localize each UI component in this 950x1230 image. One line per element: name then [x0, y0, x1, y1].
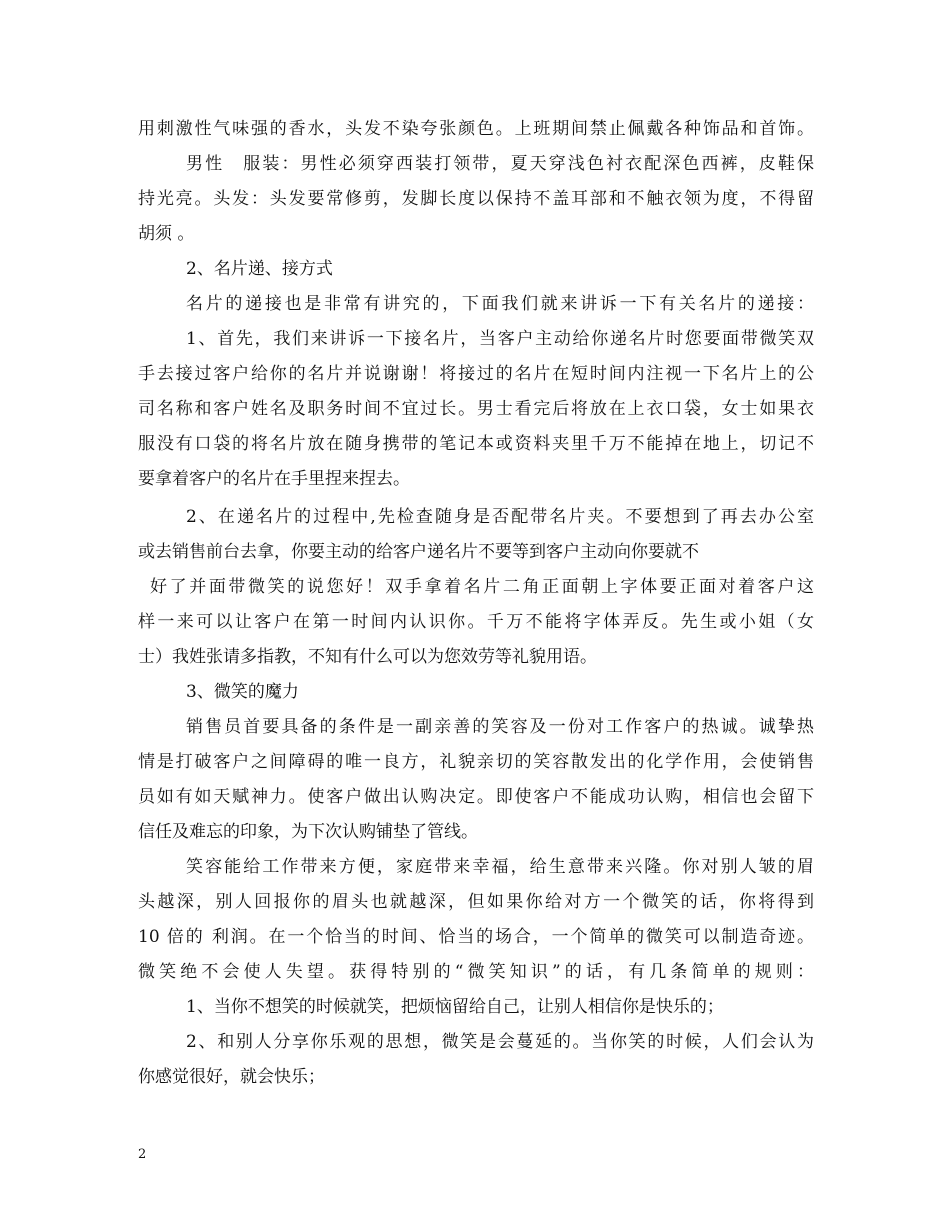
section-heading: 3、微笑的魔力	[186, 682, 299, 702]
text-line: 胡须 。	[138, 224, 195, 244]
list-item: 1、首先，我们来讲诉一下接名片，当客户主动给你递名片时您要面带微笑双	[186, 329, 814, 349]
text-line: 情是打破客户之间障碍的唯一良方，礼貌亲切的笑容散发出的化学作用，会使销售	[138, 752, 814, 772]
text-line: 士）我姓张请多指教，不知有什么可以为您效劳等礼貌用语。	[138, 647, 597, 667]
text-line: 头越深，别人回报你的眉头也就越深，但如果你给对方一个微笑的话，你将得到	[138, 892, 814, 912]
text-line: 笑容能给工作带来方便，家庭带来幸福，给生意带来兴隆。你对别人皱的眉	[186, 857, 814, 877]
text-line: 用刺激性气味强的香水，头发不染夸张颜色。上班期间禁止佩戴各种饰品和首饰。	[138, 119, 814, 139]
text-line: 男性 服装：男性必须穿西装打领带，夏天穿浅色衬衣配深色西裤，皮鞋保	[186, 154, 814, 174]
section-heading: 2、名片递、接方式	[186, 259, 333, 279]
text-line: 持光亮。头发：头发要常修剪，发脚长度以保持不盖耳部和不触衣领为度，不得留	[138, 189, 814, 209]
list-item: 2、在递名片的过程中,先检查随身是否配带名片夹。不要想到了再去办公室	[186, 507, 814, 527]
text-line: 样一来可以让客户在第一时间内认识你。千万不能将字体弄反。先生或小姐（女	[138, 612, 814, 632]
text-line: 或去销售前台去拿，你要主动的给客户递名片不要等到客户主动向你要就不	[138, 542, 699, 562]
text-line: 名片的递接也是非常有讲究的，下面我们就来讲诉一下有关名片的递接：	[186, 294, 814, 314]
text-line: 要拿着客户的名片在手里捏来捏去。	[138, 469, 410, 489]
text-line: 员如有如天赋神力。使客户做出认购决定。即使客户不能成功认购，相信也会留下	[138, 787, 814, 807]
text-line: 销售员首要具备的条件是一副亲善的笑容及一份对工作客户的热诚。诚挚热	[186, 717, 814, 737]
text-line: 微笑绝不会使人失望。获得特别的“微笑知识”的话，有几条简单的规则：	[138, 962, 814, 982]
text-line: 服没有口袋的将名片放在随身携带的笔记本或资料夹里千万不能掉在地上，切记不	[138, 434, 814, 454]
page-number: 2	[138, 1147, 147, 1162]
text-line: 司名称和客户姓名及职务时间不宜过长。男士看完后将放在上衣口袋，女士如果衣	[138, 399, 814, 419]
list-item: 2、和别人分享你乐观的思想，微笑是会蔓延的。当你笑的时候，人们会认为	[186, 1032, 814, 1052]
text-line: 10 倍的 利润。在一个恰当的时间、恰当的场合，一个简单的微笑可以制造奇迹。	[138, 927, 814, 947]
text-line: 你感觉很好，就会快乐；	[138, 1067, 325, 1087]
text-line: 信任及难忘的印象，为下次认购铺垫了管线。	[138, 822, 478, 842]
text-line: 好了并面带微笑的说您好！双手拿着名片二角正面朝上字体要正面对着客户这	[150, 577, 814, 597]
list-item: 1、当你不想笑的时候就笑，把烦恼留给自己，让别人相信你是快乐的；	[186, 997, 724, 1017]
text-line: 手去接过客户给你的名片并说谢谢！将接过的名片在短时间内注视一下名片上的公	[138, 364, 814, 384]
